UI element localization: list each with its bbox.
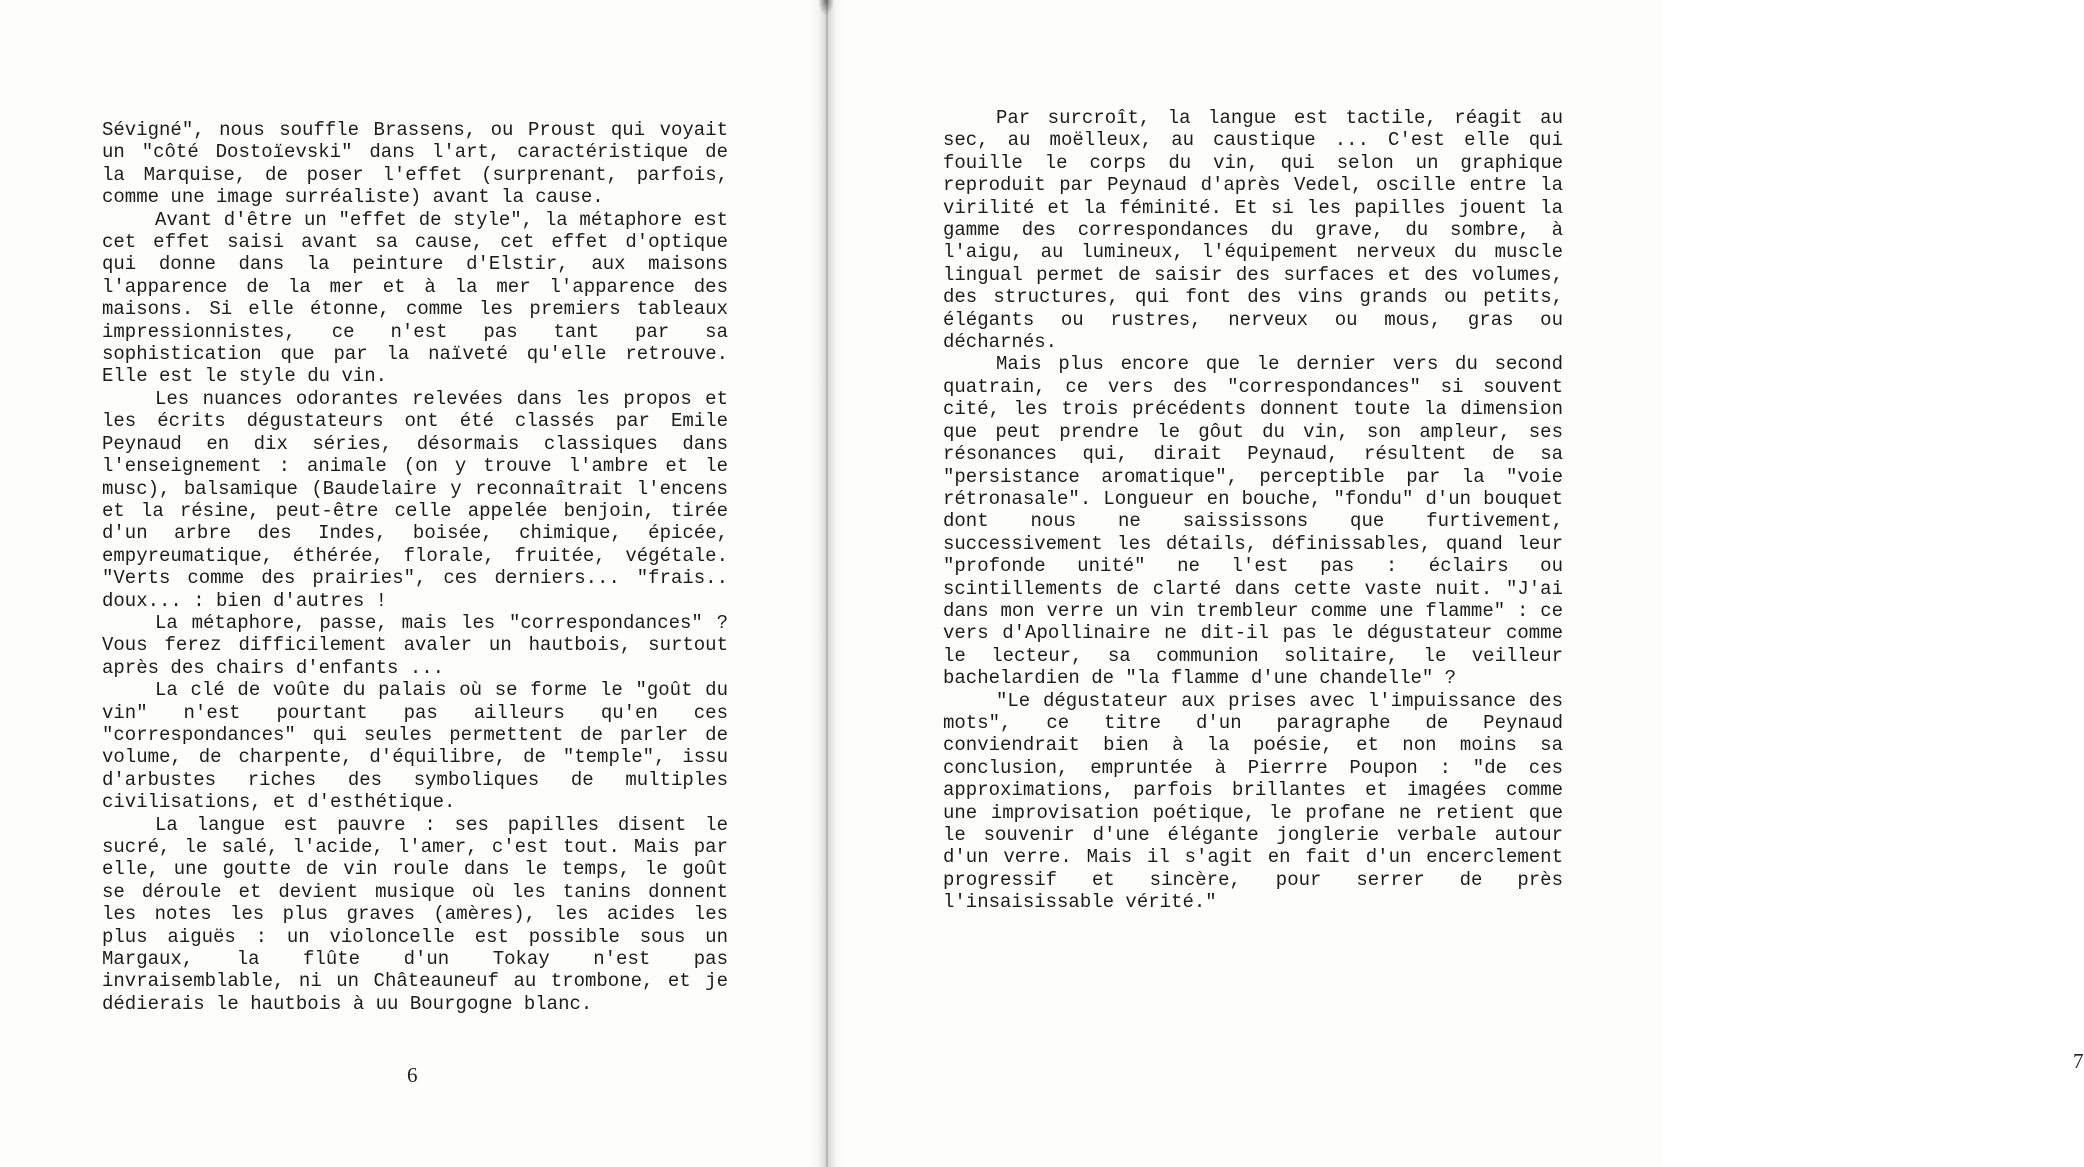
paragraph: Par surcroît, la langue est tactile, réagit au sec, au moëlleux, au caustique ... C'est elle qui fouille le corps du vin, qui selon un graphique reproduit par Peynaud d'après Vedel, oscille entre la virilité et la féminité. Et si les papilles jouent la gamme des correspondances du grave, du sombre, à l'aigu, au lumineux, l'équipement nerveux du muscle lingual permet de saisir des surfaces et des volumes, des structures, qui font des vins grands ou petits, élégants ou rustres, nerveux ou mous, gras ou décharnés. [943, 107, 1563, 354]
left-page [0, 0, 826, 1167]
paragraph: La langue est pauvre : ses papilles disent le sucré, le salé, l'acide, l'amer, c'est tout. Mais par elle, une goutte de vin roule dans le temps, le goût se déroule et devient musique où les tanins donnent les notes les plus graves (amères), les acides les plus aiguës : un violoncelle est possible sous un Margaux, la flûte d'un Tokay n'est pas invraisemblable, ni un Châteauneuf au trombone, et je dédierais le hautbois à uu Bourgogne blanc. [102, 813, 728, 1015]
left-page-text [102, 119, 728, 1015]
paragraph: La métaphore, passe, mais les "correspondances" ? Vous ferez difficilement avaler un hautbois, surtout après des chairs d'enfants ... [102, 611, 728, 679]
binding-shadow [818, 0, 834, 16]
book-gutter [810, 0, 844, 1167]
page-number: 7 [2073, 1049, 2084, 1073]
right-page-text [943, 107, 1563, 914]
page-number: 6 [407, 1063, 418, 1087]
paragraph: Sévigné", nous souffle Brassens, ou Proust qui voyait un "côté Dostoïevski" dans l'art, caractéristique de la Marquise, de poser l'effet (surprenant, parfois, comme une image surréaliste) avant la cause. [102, 119, 728, 209]
paragraph: Mais plus encore que le dernier vers du second quatrain, ce vers des "correspondances" si souvent cité, les trois précédents donnent toute la dimension que peut prendre le gôut du vin, son ampleur, ses résonances qui, dirait Peynaud, résultent de sa "persistance aromatique", perceptible par la "voie rétronasale". Longueur en bouche, "fondu" d'un bouquet dont nous ne saississons que furtivement, successivement les détails, définissables, quand leur "profonde unité" ne l'est pas : éclairs ou scintillements de clarté dans cette vaste nuit. "J'ai dans mon verre un vin trembleur comme une flamme" : ce vers d'Apollinaire ne dit-il pas le dégustateur comme le lecteur, sa communion solitaire, le veilleur bachelardien de "la flamme d'une chandelle" ? [943, 353, 1563, 690]
paragraph: La clé de voûte du palais où se forme le "goût du vin" n'est pourtant pas ailleurs qu'en ces "correspondances" qui seules permettent de parler de volume, de charpente, d'équilibre, de "temple", issu d'arbustes riches des symboliques de multiples civilisations, et d'esthétique. [102, 679, 728, 814]
paragraph: Les nuances odorantes relevées dans les propos et les écrits dégustateurs ont été classés par Emile Peynaud en dix séries, désormais classiques dans l'enseignement : animale (on y trouve l'ambre et le musc), balsamique (Baudelaire y reconnaîtrait l'encens et la résine, peut-être celle appelée benjoin, tirée d'un arbre des Indes, boisée, chimique, épicée, empyreumatique, éthérée, florale, fruitée, végétale. "Verts comme des prairies", ces derniers... "frais.. doux... : bien d'autres ! [102, 387, 728, 612]
paragraph: Avant d'être un "effet de style", la métaphore est cet effet saisi avant sa cause, cet effet d'optique qui donne dans la peinture d'Elstir, aux maisons l'apparence de la mer et à la mer l'apparence des maisons. Si elle étonne, comme les premiers tableaux impressionnistes, ce n'est pas tant par sa sophistication que par la naïveté qu'elle retrouve. Elle est le style du vin. [102, 208, 728, 388]
paragraph: "Le dégustateur aux prises avec l'impuissance des mots", ce titre d'un paragraphe de Peynaud conviendrait bien à la poésie, et non moins sa conclusion, empruntée à Pierrre Poupon : "de ces approximations, parfois brillantes et imagées comme une improvisation poétique, le profane ne retient que le souvenir d'une élégante jonglerie verbale autour d'un verre. Mais il s'agit en fait d'un encerclement progressif et sincère, pour serrer de près l'insaisissable vérité." [943, 689, 1563, 914]
